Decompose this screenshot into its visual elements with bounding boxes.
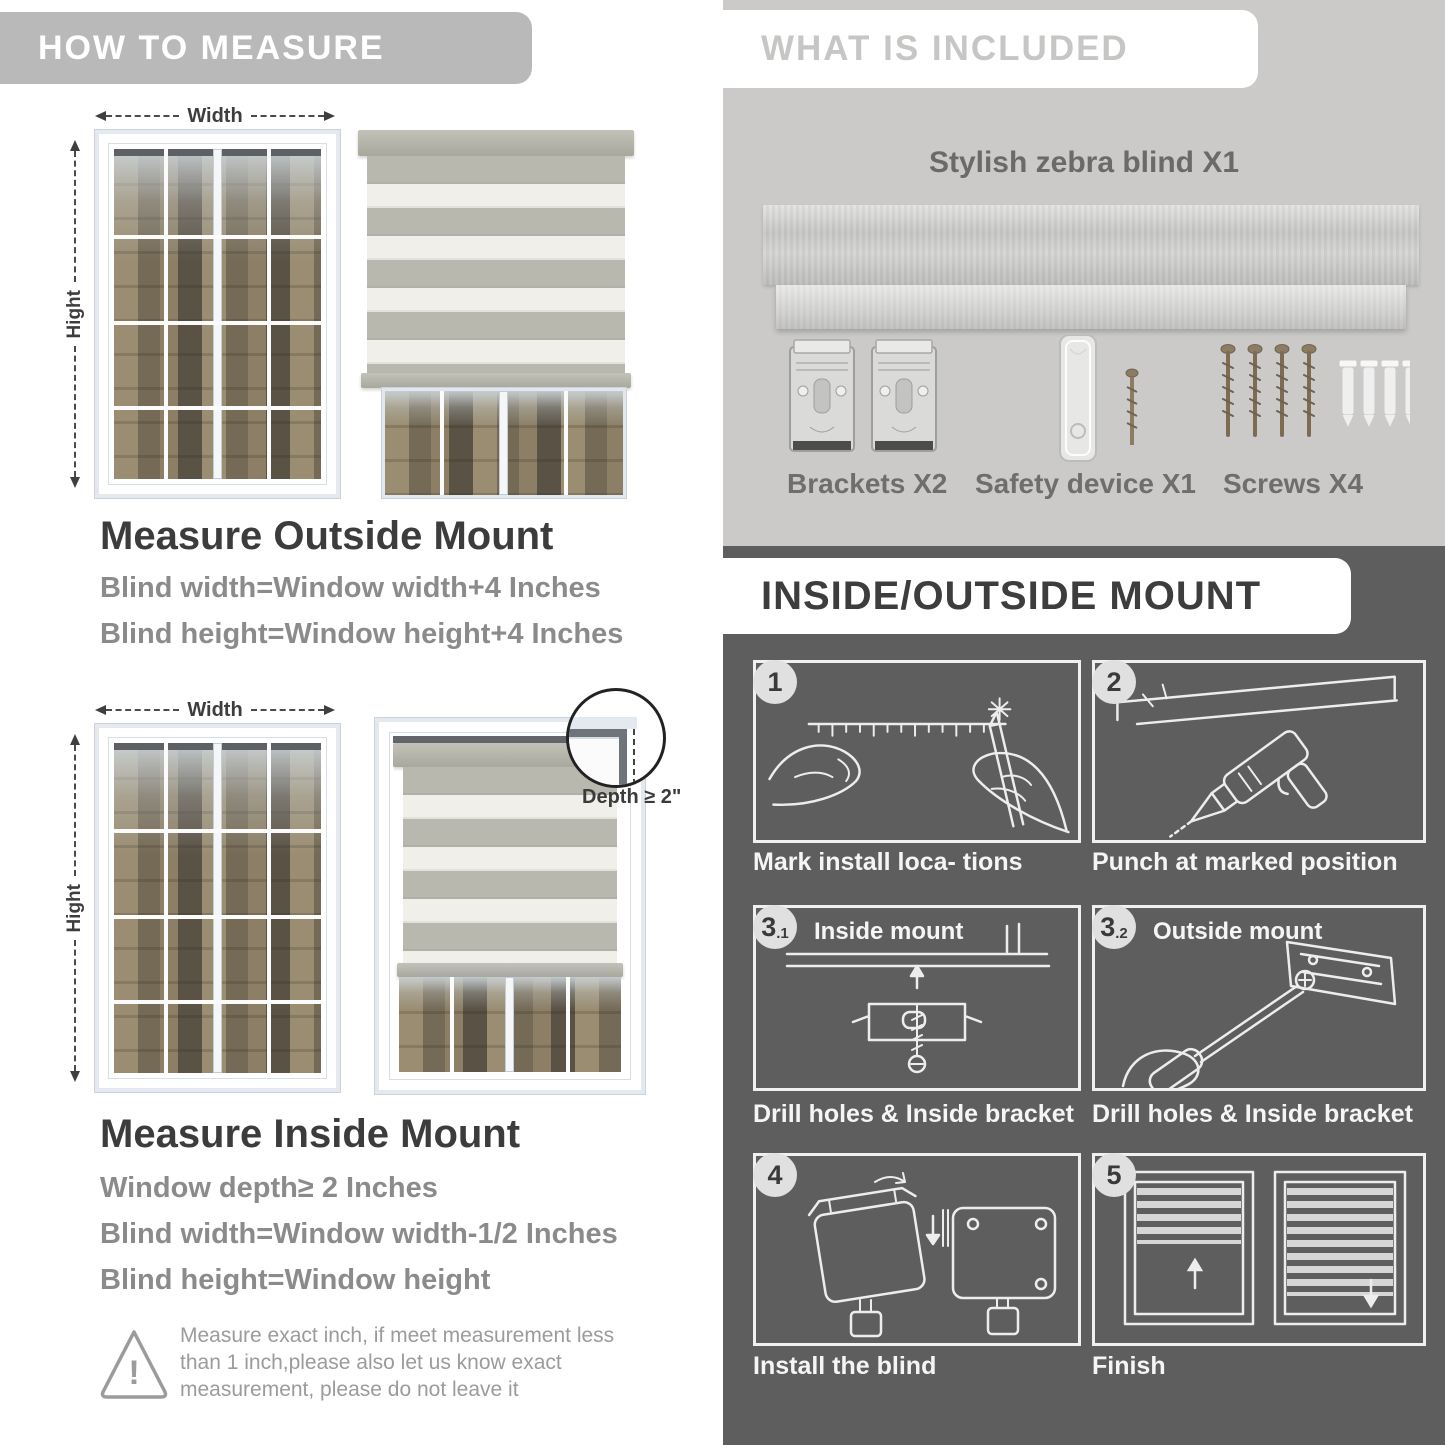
step-3-2-badge: 3 .2 [1092,905,1136,949]
warning-text: Measure exact inch, if meet measurement less than 1 inch,please also let us know exact measurement, please do not leave it [180,1324,615,1401]
bracket-icon [790,340,936,451]
arrow-left-icon [95,705,106,715]
step-4-badge: 4 [753,1153,797,1197]
inside-mount-line2: Blind width=Window width-1/2 Inches [100,1218,618,1250]
hardware-illustrations [770,335,1410,465]
step-2-cell [1092,660,1426,843]
blind-valance-product [776,285,1406,329]
height-arrow-inside [62,734,88,1082]
window-below-blind [382,388,626,498]
step-3-1-caption: Drill holes & Inside bracket [753,1100,1074,1128]
install-blind-illustration [756,1156,1078,1343]
step-3-1-badge: 3 .1 [753,905,797,949]
height-label: Hight [64,289,85,339]
outside-mount-line1: Blind width=Window width+4 Inches [100,572,601,604]
wall-anchors-icon [1339,360,1410,428]
blind-headrail [358,130,634,156]
inside-mount-label: Inside mount [814,918,964,945]
blind-fabric [367,156,625,373]
inside-mount-title: Measure Inside Mount [100,1112,521,1156]
step-3-1-cell [753,905,1081,1091]
outside-mount-label: Outside mount [1153,918,1323,945]
how-to-measure-header [0,12,532,84]
window-center-post [213,149,222,479]
blind-headrail-product [763,205,1419,285]
step-1-cell [753,660,1081,843]
finish-illustration [1095,1156,1423,1343]
step-4-cell [753,1153,1081,1346]
screws-icon [1221,345,1316,436]
safety-screw-icon [1126,369,1138,445]
width-label: Width [187,698,243,721]
arrow-up-icon [70,140,80,151]
blind-bottomrail [397,963,623,977]
arrow-up-icon [70,734,80,745]
safety-device-icon [1060,335,1096,461]
window-illustration-inside [95,724,340,1092]
inside-mount-line3: Blind height=Window height [100,1264,491,1296]
arrow-right-icon [324,705,335,715]
arrow-right-icon [324,111,335,121]
depth-magnifier-circle [566,688,666,788]
step-4-caption: Install the blind [753,1352,937,1380]
inside-outside-mount-header [723,558,1351,634]
safety-device-label: Safety device X1 [974,468,1197,499]
window-below-blind [399,977,621,1072]
step-5-caption: Finish [1092,1352,1166,1380]
window-glass [114,149,321,479]
outside-mount-title: Measure Outside Mount [100,514,554,558]
what-is-included-header [723,10,1258,88]
blind-bottomrail [361,373,631,388]
width-label: Width [187,104,243,127]
step-1-caption: Mark install loca- tions [753,848,1023,876]
height-arrow-outside [62,140,88,488]
arrow-left-icon [95,111,106,121]
drill-illustration [1095,663,1423,840]
what-is-included-title: WHAT IS INCLUDED [761,29,1129,68]
step-5-cell [1092,1153,1426,1346]
arrow-down-icon [70,477,80,488]
svg-text:!: ! [128,1354,140,1392]
arrow-down-icon [70,1071,80,1082]
how-to-measure-title: HOW TO MEASURE [38,28,385,67]
depth-label: Depth ≥ 2" [582,786,682,808]
height-label: Hight [64,883,85,933]
step-1-badge: 1 [753,660,797,704]
inside-mount-line1: Window depth≥ 2 Inches [100,1172,438,1204]
blind-illustration-outside [358,122,650,494]
width-arrow-inside [95,698,335,722]
step-2-caption: Punch at marked position [1092,848,1398,876]
inside-outside-mount-title: INSIDE/OUTSIDE MOUNT [761,573,1262,618]
outside-mount-line2: Blind height=Window height+4 Inches [100,618,624,650]
depth-measure-line [633,729,635,785]
window-illustration-outside [95,130,340,498]
screws-label: Screws X4 [1222,468,1364,499]
width-arrow-outside [95,104,335,128]
brackets-label: Brackets X2 [787,468,948,499]
blind-included-label: Stylish zebra blind X1 [928,146,1240,179]
step-2-badge: 2 [1092,660,1136,704]
warning-triangle-icon [98,1326,170,1402]
step-3-2-cell [1092,905,1426,1091]
step-5-badge: 5 [1092,1153,1136,1197]
step-3-2-caption: Drill holes & Inside bracket [1092,1100,1413,1128]
mark-locations-illustration [756,663,1078,840]
